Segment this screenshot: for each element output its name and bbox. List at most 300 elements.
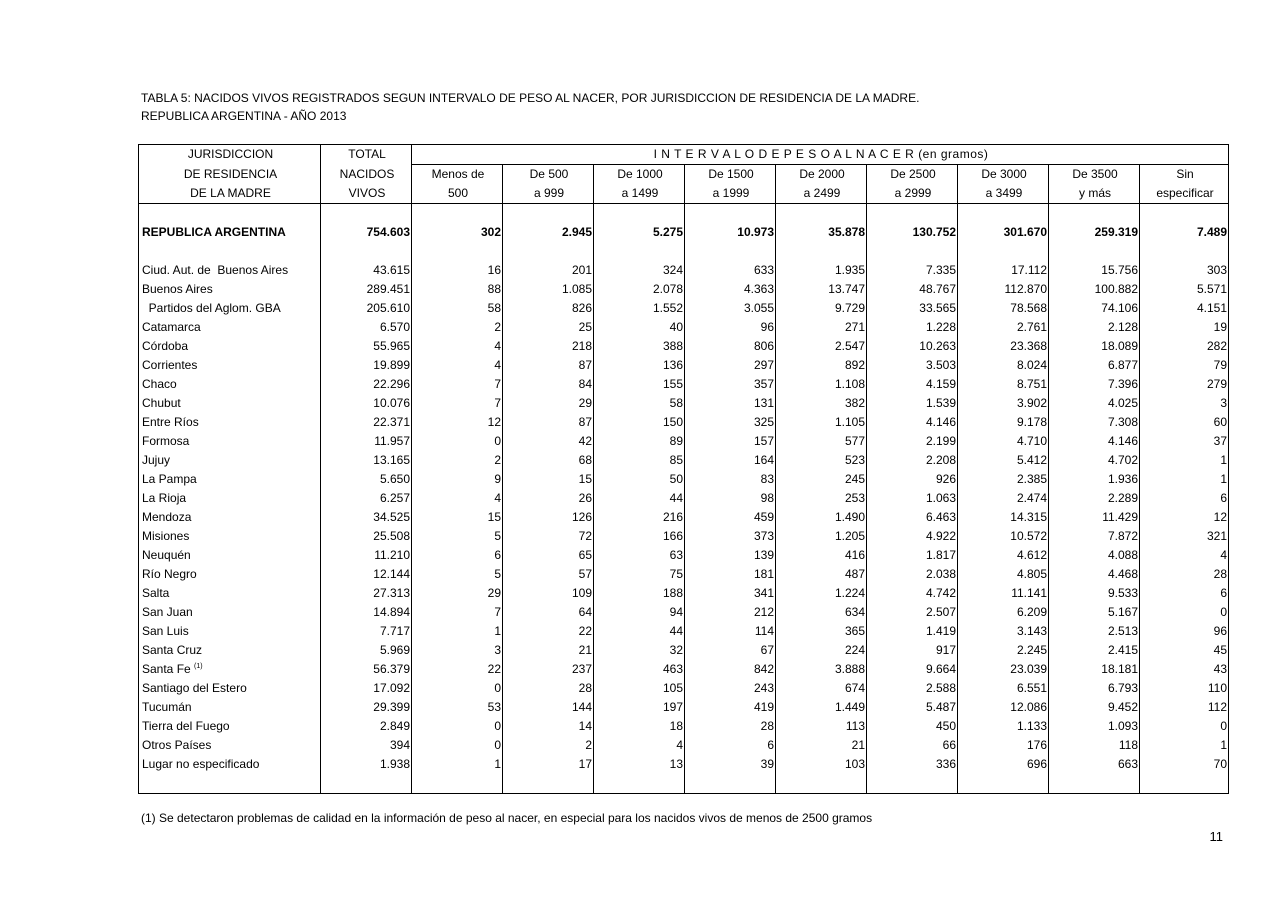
table-row [139,508,1229,527]
value-cell: 4.159 [867,375,958,394]
value-cell: 7.489 [1140,223,1229,242]
value-cell: 1.419 [867,622,958,641]
spacer-cell [685,242,776,261]
spacer-row [139,774,1229,794]
value-cell: 4.146 [1049,432,1140,451]
value-cell: 6 [412,546,503,565]
value-cell: 63 [594,546,685,565]
row-label: Lugar no especificado [142,757,260,771]
value-cell: 3 [1140,394,1229,413]
row-label: REPUBLICA ARGENTINA [142,225,286,239]
table-row [139,375,1229,394]
value-cell: 10.973 [685,223,776,242]
row-label: La Rioja [142,491,187,505]
value-cell: 39 [685,755,776,774]
value-cell: 634 [776,603,867,622]
value-cell: 419 [685,698,776,717]
value-cell: 11.957 [321,432,412,451]
row-label: Tucumán [142,700,192,714]
table-row [139,584,1229,603]
row-label-cell [139,584,321,603]
header-interval-top: De 3000 [958,165,1049,185]
header-interval [412,145,1229,165]
value-cell: 70 [1140,755,1229,774]
value-cell: 22.371 [321,413,412,432]
value-cell: 7.308 [1049,413,1140,432]
spacer-cell [958,242,1049,261]
value-cell: 674 [776,679,867,698]
value-cell: 8.024 [958,356,1049,375]
value-cell: 2.128 [1049,318,1140,337]
header-interval-bottom: a 999 [503,184,594,204]
header-interval-bottom: a 2499 [776,184,867,204]
value-cell: 34.525 [321,508,412,527]
spacer-cell [867,204,958,224]
table-subtitle: REPUBLICA ARGENTINA - AÑO 2013 [141,109,347,123]
table-row [139,641,1229,660]
row-label: Entre Ríos [142,415,199,429]
value-cell: 114 [685,622,776,641]
value-cell: 150 [594,413,685,432]
spacer-cell [1140,774,1229,794]
value-cell: 88 [412,280,503,299]
value-cell: 4.612 [958,546,1049,565]
value-cell: 19 [1140,318,1229,337]
value-cell: 382 [776,394,867,413]
value-cell: 4.088 [1049,546,1140,565]
value-cell: 4.710 [958,432,1049,451]
value-cell: 17.112 [958,261,1049,280]
spacer-row [139,242,1229,261]
row-label-cell [139,717,321,736]
value-cell: 1 [1140,736,1229,755]
value-cell: 1.224 [776,584,867,603]
row-label-cell [139,432,321,451]
value-cell: 23.039 [958,660,1049,679]
header-interval-top: De 500 [503,165,594,185]
value-cell: 3.888 [776,660,867,679]
value-cell: 2.474 [958,489,1049,508]
row-label-cell [139,280,321,299]
value-cell: 58 [594,394,685,413]
row-label: Río Negro [142,567,197,581]
value-cell: 892 [776,356,867,375]
value-cell: 84 [503,375,594,394]
value-cell: 56.379 [321,660,412,679]
value-cell: 373 [685,527,776,546]
value-cell: 29 [412,584,503,603]
value-cell: 44 [594,622,685,641]
value-cell: 2.849 [321,717,412,736]
value-cell: 2.385 [958,470,1049,489]
value-cell: 25.508 [321,527,412,546]
value-cell: 1 [412,622,503,641]
value-cell: 5.412 [958,451,1049,470]
value-cell: 126 [503,508,594,527]
table-row [139,679,1229,698]
spacer-cell [1140,204,1229,224]
row-label: Buenos Aires [142,282,213,296]
value-cell: 13.747 [776,280,867,299]
row-label-cell [139,337,321,356]
value-cell: 3 [412,641,503,660]
value-cell: 2.199 [867,432,958,451]
value-cell: 4 [594,736,685,755]
footnote-marker: (1) [194,663,203,670]
value-cell: 6.463 [867,508,958,527]
row-label-cell [139,736,321,755]
footnote: (1) Se detectaron problemas de calidad en la información de peso al nacer, en especial para los nacidos vivos de menos de 2500 gramos [141,811,873,825]
value-cell: 4.922 [867,527,958,546]
spacer-cell [503,774,594,794]
row-label-cell [139,375,321,394]
value-cell: 9 [412,470,503,489]
value-cell: 87 [503,413,594,432]
value-cell: 29 [503,394,594,413]
value-cell: 663 [1049,755,1140,774]
value-cell: 4.025 [1049,394,1140,413]
value-cell: 4 [412,337,503,356]
value-cell: 388 [594,337,685,356]
value-cell: 3.503 [867,356,958,375]
value-cell: 0 [1140,603,1229,622]
spacer-cell [685,774,776,794]
value-cell: 10.076 [321,394,412,413]
value-cell: 22 [412,660,503,679]
value-cell: 4.805 [958,565,1049,584]
spacer-cell [958,774,1049,794]
value-cell: 44 [594,489,685,508]
value-cell: 279 [1140,375,1229,394]
table-title: TABLA 5: NACIDOS VIVOS REGISTRADOS SEGUN INTERVALO DE PESO AL NACER, POR JURISDICCION DE RESIDENCIA DE LA MADRE. [141,91,920,105]
value-cell: 45 [1140,641,1229,660]
value-cell: 17 [503,755,594,774]
row-label-cell [139,451,321,470]
value-cell: 18.181 [1049,660,1140,679]
value-cell: 112 [1140,698,1229,717]
header-interval-bottom: 500 [412,184,503,204]
value-cell: 243 [685,679,776,698]
row-label-cell [139,660,321,679]
value-cell: 15.756 [1049,261,1140,280]
header-interval-top: De 3500 [1049,165,1140,185]
value-cell: 2.038 [867,565,958,584]
value-cell: 197 [594,698,685,717]
value-cell: 2.415 [1049,641,1140,660]
value-cell: 6 [1140,489,1229,508]
value-cell: 64 [503,603,594,622]
value-cell: 58 [412,299,503,318]
header-interval-top: Sin [1140,165,1229,185]
value-cell: 926 [867,470,958,489]
value-cell: 696 [958,755,1049,774]
header-interval-unit: (en gramos) [918,147,989,161]
value-cell: 9.533 [1049,584,1140,603]
row-label: Tierra del Fuego [142,719,230,733]
value-cell: 1.552 [594,299,685,318]
value-cell: 5.571 [1140,280,1229,299]
value-cell: 1.108 [776,375,867,394]
header-interval-top: De 1000 [594,165,685,185]
value-cell: 6.877 [1049,356,1140,375]
value-cell: 79 [1140,356,1229,375]
value-cell: 26 [503,489,594,508]
value-cell: 6.257 [321,489,412,508]
value-cell: 216 [594,508,685,527]
value-cell: 842 [685,660,776,679]
row-label: Salta [142,586,170,600]
row-label-cell [139,508,321,527]
value-cell: 303 [1140,261,1229,280]
value-cell: 13 [594,755,685,774]
row-label: Partidos del Aglom. GBA [142,301,281,315]
row-label-cell [139,603,321,622]
value-cell: 5 [412,527,503,546]
spacer-cell [321,242,412,261]
value-cell: 105 [594,679,685,698]
row-label-cell [139,679,321,698]
row-label-cell [139,755,321,774]
value-cell: 25 [503,318,594,337]
value-cell: 3.143 [958,622,1049,641]
value-cell: 22.296 [321,375,412,394]
value-cell: 1 [412,755,503,774]
value-cell: 245 [776,470,867,489]
header-jurisdiccion-3: DE LA MADRE [139,184,321,204]
value-cell: 14.315 [958,508,1049,527]
value-cell: 325 [685,413,776,432]
value-cell: 336 [867,755,958,774]
value-cell: 577 [776,432,867,451]
value-cell: 72 [503,527,594,546]
value-cell: 4 [412,356,503,375]
value-cell: 2.507 [867,603,958,622]
value-cell: 103 [776,755,867,774]
value-cell: 57 [503,565,594,584]
value-cell: 75 [594,565,685,584]
value-cell: 357 [685,375,776,394]
value-cell: 67 [685,641,776,660]
value-cell: 1.817 [867,546,958,565]
row-label: Ciud. Aut. de Buenos Aires [142,263,289,277]
row-label: La Pampa [142,472,197,486]
value-cell: 2.208 [867,451,958,470]
value-cell: 181 [685,565,776,584]
row-label-cell [139,413,321,432]
value-cell: 394 [321,736,412,755]
spacer-cell [139,774,321,794]
header-interval-top: Menos de [412,165,503,185]
value-cell: 66 [867,736,958,755]
value-cell: 130.752 [867,223,958,242]
value-cell: 10.263 [867,337,958,356]
value-cell: 139 [685,546,776,565]
value-cell: 10.572 [958,527,1049,546]
value-cell: 109 [503,584,594,603]
row-label-cell [139,394,321,413]
value-cell: 6.551 [958,679,1049,698]
row-label-cell [139,470,321,489]
value-cell: 113 [776,717,867,736]
value-cell: 1.205 [776,527,867,546]
value-cell: 301.670 [958,223,1049,242]
value-cell: 6.793 [1049,679,1140,698]
value-cell: 1.490 [776,508,867,527]
value-cell: 321 [1140,527,1229,546]
value-cell: 341 [685,584,776,603]
table-row [139,337,1229,356]
spacer-cell [1049,204,1140,224]
value-cell: 6 [685,736,776,755]
value-cell: 12.144 [321,565,412,584]
value-cell: 2.078 [594,280,685,299]
value-cell: 459 [685,508,776,527]
value-cell: 0 [412,679,503,698]
value-cell: 9.452 [1049,698,1140,717]
value-cell: 917 [867,641,958,660]
value-cell: 2 [412,318,503,337]
value-cell: 155 [594,375,685,394]
value-cell: 1.449 [776,698,867,717]
spacer-cell [594,242,685,261]
row-label-cell [139,641,321,660]
row-label-cell [139,356,321,375]
value-cell: 3.055 [685,299,776,318]
table-row [139,299,1229,318]
value-cell: 40 [594,318,685,337]
value-cell: 8.751 [958,375,1049,394]
header-total-2: NACIDOS [321,165,412,185]
value-cell: 1.228 [867,318,958,337]
value-cell: 2.513 [1049,622,1140,641]
value-cell: 5.969 [321,641,412,660]
spacer-row [139,204,1229,224]
value-cell: 15 [503,470,594,489]
value-cell: 6.570 [321,318,412,337]
value-cell: 13.165 [321,451,412,470]
spacer-cell [594,774,685,794]
value-cell: 2.945 [503,223,594,242]
row-label-cell [139,489,321,508]
page-number: 11 [1209,829,1223,844]
spacer-cell [321,204,412,224]
value-cell: 17.092 [321,679,412,698]
value-cell: 5.650 [321,470,412,489]
table-row [139,622,1229,641]
value-cell: 48.767 [867,280,958,299]
row-label-cell [139,261,321,280]
value-cell: 2.245 [958,641,1049,660]
header-jurisdiccion-2: DE RESIDENCIA [139,165,321,185]
value-cell: 7.335 [867,261,958,280]
spacer-cell [412,242,503,261]
value-cell: 131 [685,394,776,413]
value-cell: 157 [685,432,776,451]
value-cell: 1.093 [1049,717,1140,736]
value-cell: 23.368 [958,337,1049,356]
table-body [139,204,1229,794]
row-label-cell [139,299,321,318]
value-cell: 22 [503,622,594,641]
table-row [139,356,1229,375]
header-total-3: VIVOS [321,184,412,204]
value-cell: 7.717 [321,622,412,641]
header-interval-bottom: y más [1049,184,1140,204]
value-cell: 0 [412,717,503,736]
value-cell: 68 [503,451,594,470]
spacer-cell [776,774,867,794]
table-row [139,489,1229,508]
value-cell: 2.547 [776,337,867,356]
value-cell: 83 [685,470,776,489]
table-row [139,565,1229,584]
value-cell: 78.568 [958,299,1049,318]
value-cell: 212 [685,603,776,622]
row-label: Corrientes [142,358,198,372]
value-cell: 118 [1049,736,1140,755]
value-cell: 94 [594,603,685,622]
row-label: Formosa [142,434,190,448]
spacer-cell [867,774,958,794]
value-cell: 100.882 [1049,280,1140,299]
spacer-cell [321,774,412,794]
value-cell: 754.603 [321,223,412,242]
value-cell: 50 [594,470,685,489]
row-label-cell [139,318,321,337]
spacer-cell [685,204,776,224]
value-cell: 112.870 [958,280,1049,299]
value-cell: 28 [503,679,594,698]
row-label: Córdoba [142,339,189,353]
value-cell: 7.396 [1049,375,1140,394]
value-cell: 324 [594,261,685,280]
value-cell: 164 [685,451,776,470]
table-row [139,261,1229,280]
value-cell: 29.399 [321,698,412,717]
row-label-cell [139,698,321,717]
table-row [139,413,1229,432]
spacer-cell [139,242,321,261]
data-table [138,144,1229,794]
value-cell: 1.133 [958,717,1049,736]
value-cell: 1.539 [867,394,958,413]
value-cell: 60 [1140,413,1229,432]
row-label-cell [139,565,321,584]
spacer-cell [776,242,867,261]
value-cell: 11.429 [1049,508,1140,527]
value-cell: 1.085 [503,280,594,299]
value-cell: 2 [503,736,594,755]
value-cell: 98 [685,489,776,508]
spacer-cell [1049,242,1140,261]
header-interval-label: I N T E R V A L O D E P E S O A L N A C E R [653,147,915,161]
spacer-cell [867,242,958,261]
value-cell: 201 [503,261,594,280]
value-cell: 365 [776,622,867,641]
data-table-container [138,144,1227,794]
value-cell: 218 [503,337,594,356]
row-label: Santa Cruz [142,643,203,657]
value-cell: 282 [1140,337,1229,356]
value-cell: 110 [1140,679,1229,698]
value-cell: 487 [776,565,867,584]
value-cell: 237 [503,660,594,679]
value-cell: 7 [412,375,503,394]
header-interval-bottom: a 1999 [685,184,776,204]
value-cell: 96 [685,318,776,337]
row-label: Otros Países [142,738,212,752]
value-cell: 416 [776,546,867,565]
